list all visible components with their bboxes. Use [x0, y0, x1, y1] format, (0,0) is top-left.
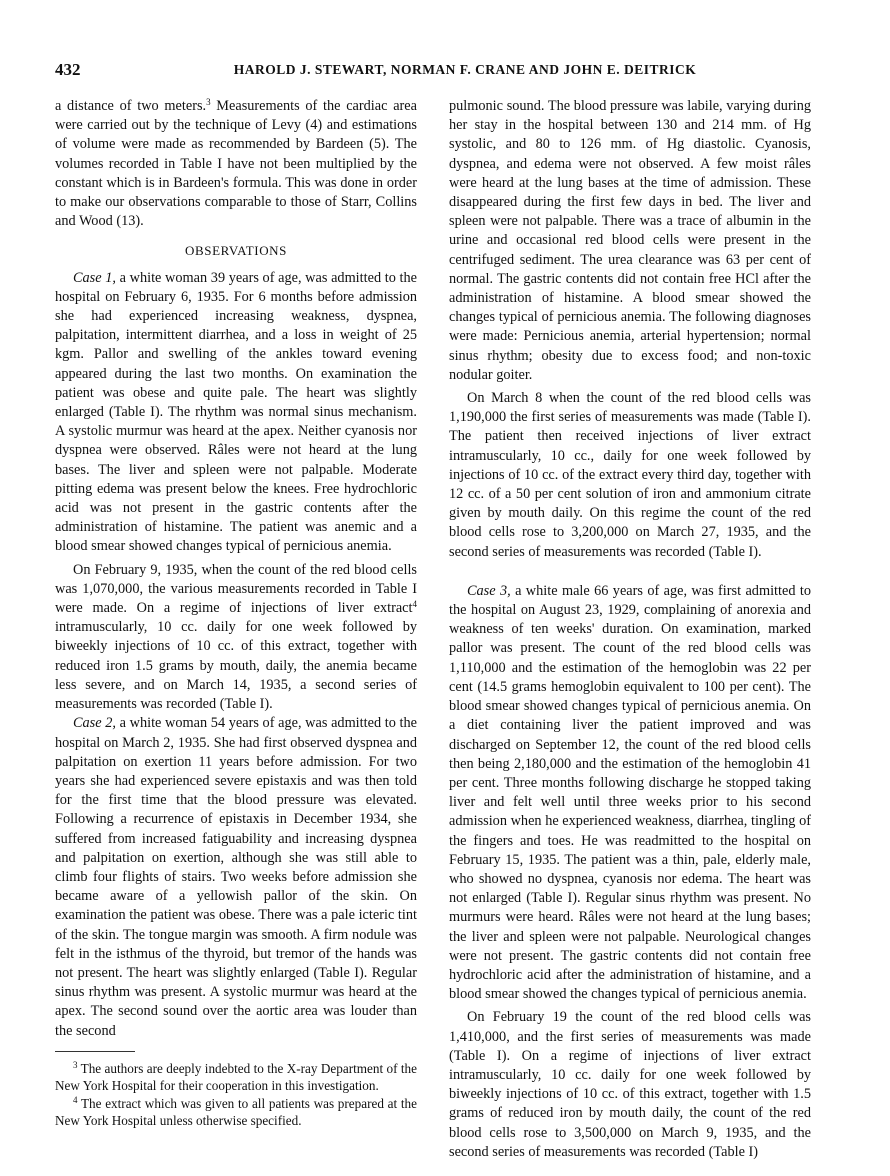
case-label: Case 1, [73, 269, 116, 286]
paragraph-case-3-treatment: On February 19 the count of the red blood cells was 1,410,000, and the first series of measurements was made (Table I). On a regime of injections of liver extract intramuscularly, 10 cc. daily for one week followed by biweekly injections of 10 cc. of this extract, together with 1.5 grams of reduced iron by mouth daily, the count of the red blood cells rose to 3,500,000 on March 9, 1935, and the second series of measurements was recorded (Table I) [449, 1009, 811, 1160]
paragraph-case-1 [55, 269, 417, 557]
footnote-3 [55, 1060, 417, 1095]
paragraph-case-2-continued: pulmonic sound. The blood pressure was labile, varying during her stay in the hospital between 130 and 214 mm. of Hg systolic, and 80 to 126 mm. of Hg diastolic. Cyanosis, dyspnea, and edema were not observed. A few moist râles were heard at the lung bases at the time of admission. These disappeared during the first few days in bed. The liver and spleen were not palpable. There was a trace of albumin in the urine and occasional red blood cells were present in the centrifuged sediment. The urea clearance was 63 per cent of normal. The gastric contents did not contain free HCl after the administration of histamine. A blood smear showed the changes typical of pernicious anemia. The following diagnoses were made: Pernicious anemia, arterial hypertension; normal sinus rhythm; obesity due to excess food; and non-toxic nodular goiter. [449, 98, 811, 383]
case-label: Case 3, [467, 582, 511, 599]
paragraph-case-2 [55, 714, 417, 1040]
footnote-text: The authors are deeply indebted to the X-ray Department of the New York Hospital for their cooperation in this investigation. [55, 1060, 417, 1094]
section-heading-observations: OBSERVATIONS [185, 243, 287, 259]
text-segment: On February 9, 1935, when the count of the red blood cells was 1,070,000, the various measurements recorded in Table I were made. On a regime of injections of liver extract [55, 561, 417, 617]
text-segment: intramuscularly, 10 cc. daily for one week followed by biweekly injections of 10 cc. of this extract, together with reduced iron 1.5 grams by mouth, daily, the anemia became less severe, and on March 14, 1935, a second series of measurements was recorded (Table I). [55, 619, 417, 713]
running-head-authors: HAROLD J. STEWART, NORMAN F. CRANE AND JOHN E. DEITRICK [233, 62, 697, 77]
text-segment: a white male 66 years of age, was first admitted to the hospital on August 23, 1929, complaining of anorexia and weakness of ten weeks' duration. On examination, marked pallor was present. The count of the red blood cells was 1,110,000 and the estimation of the hemoglobin was 22 per cent (14.5 grams hemoglobin equivalent to 100 per cent). The blood smear showed changes typical of pernicious anemia. On a diet containing liver the patient improved and was discharged on September 12, the count of the red blood cells then being 2,180,000 and the estimation of the hemoglobin 41 per cent. Three months following discharge he stopped taking liver and felt well until three weeks prior to his second admission when he experienced weakness, diarrhea, tingling of the fingers and toes. He was readmitted to the hospital on February 15, 1935. The patient was a thin, pale, elderly male, who showed no dyspnea, cyanosis nor edema. The heart was not enlarged (Table I). Regular sinus rhythm was present. No murmurs were heard. Râles were not heard at the lung bases; the liver and spleen were not palpable. Neurological changes were not present. The gastric contents did not contain free hydrochloric acid after the administration of histamine, and a blood smear showed the changes typical of pernicious anemia. [449, 582, 811, 1003]
footnote-text: The extract which was given to all patients was prepared at the New York Hospital unless otherwise specified. [55, 1095, 417, 1129]
text-segment: a distance of two meters. [55, 98, 207, 114]
case-label: Case 2, [73, 715, 116, 732]
footnote-4 [55, 1095, 417, 1130]
footnote-ref-3: 3 [206, 97, 211, 107]
paragraph-case-2-treatment: On March 8 when the count of the red blood cells was 1,190,000 the first series of measurements was made (Table I). The patient then received injections of liver extract intramuscularly, 10 cc., daily for one week followed by injections of 10 cc. of the extract every third day, together with 12 cc. of a 50 per cent solution of iron and ammonium citrate given by mouth daily. On this regime the count of the red blood cells rose to 3,200,000 on March 27, 1935, and the second series of measurements was recorded (Table I). [449, 390, 811, 560]
text-segment: a white woman 54 years of age, was admitted to the hospital on March 2, 1935. She had first observed dyspnea and palpitation on exertion 11 years before admission. For two years she had experienced severe epistaxis and was then told for the first time that the blood pressure was elevated. Following a recurrence of epistaxis in December 1934, she suffered from increased fatiguability and increasing dyspnea and palpitation on exertion, although she was still able to climb four flights of stairs. Two weeks before admission she became aware of a yellowish pallor of the skin. On examination the patient was obese. There was a pale icteric tint of the skin. The tongue margin was smooth. A firm nodule was felt in the isthmus of the thyroid, but tremor of the hands was not present. The heart was slightly enlarged (Table I). Regular sinus rhythm was present. A systolic murmur was heard at the apex. The second sound over the aortic area was louder than the second [55, 715, 417, 1039]
text-segment: a white woman 39 years of age, was admitted to the hospital on February 6, 1935. For 6 months before admission she had experienced increasing weakness, dyspnea, palpitation, intermittent diarrhea, and a loss in weight of 25 kgm. Pallor and swelling of the ankles toward evening appeared during the last two months. On examination the patient was obese and quite pale. The heart was slightly enlarged (Table I). The rhythm was normal sinus mechanism. A systolic murmur was heard at the apex. Neither cyanosis nor dyspnea were observed. Râles were not heard at the lung bases. The liver and spleen were not palpable. Moderate pitting edema was present below the knees. Free hydrochloric acid was not present in the gastric contents after the administration of histamine. The patient was anemic and a blood smear showed changes typical of pernicious anemia. [55, 269, 417, 555]
right-column [449, 97, 811, 1162]
footnote-ref-4: 4 [412, 599, 417, 610]
footnote-divider [55, 1051, 135, 1052]
paragraph-case-3 [449, 582, 811, 1004]
page-number: 432 [55, 60, 81, 79]
footnote-mark: 4 [73, 1094, 78, 1105]
paragraph-case-1-treatment [55, 561, 417, 715]
footnote-mark: 3 [73, 1059, 78, 1070]
page-header [55, 60, 835, 84]
text-segment: Measurements of the cardiac area were carried out by the technique of Levy (4) and estimations of volume were made as recommended by Bardeen (5). The volumes recorded in Table I have not been multiplied by the constant which is in Bardeen's formula. This was done in order to make our observations comparable to those of Starr, Collins and Wood (13). [55, 98, 417, 230]
paragraph-methods-continued [55, 97, 417, 231]
left-column [55, 97, 417, 1130]
